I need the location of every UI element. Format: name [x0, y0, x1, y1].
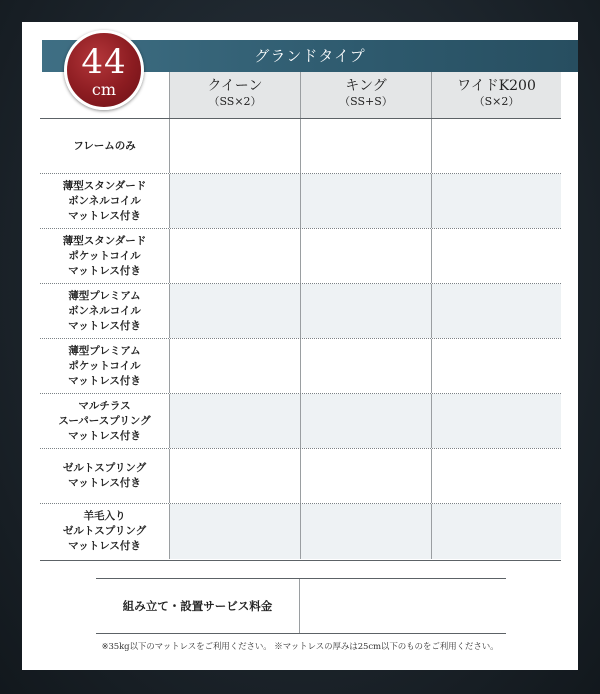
column-header-sub: （SS+S）: [339, 95, 393, 108]
price-cell: [431, 119, 561, 173]
service-fee-table: [96, 578, 506, 634]
table-row: [40, 394, 561, 449]
table-row: [40, 174, 561, 229]
price-cell: [431, 449, 561, 503]
price-cell: [169, 174, 300, 228]
column-header-sub: （S×2）: [473, 95, 520, 108]
price-cell: [169, 449, 300, 503]
column-header-king: [300, 72, 431, 118]
price-cell: [300, 449, 431, 503]
price-cell: [431, 339, 561, 393]
price-cell: [169, 119, 300, 173]
price-cell: [169, 504, 300, 559]
price-cell: [300, 119, 431, 173]
service-fee-cell: [299, 579, 506, 633]
price-cell: [169, 229, 300, 283]
price-cell: [300, 339, 431, 393]
column-header-queen: [169, 72, 300, 118]
row-label: 薄型プレミアム ボンネルコイル マットレス付き: [68, 289, 141, 332]
price-cell: [431, 504, 561, 559]
price-cell: [431, 284, 561, 338]
row-label: マルチラス スーパースプリング マットレス付き: [58, 399, 151, 442]
badge-unit: cm: [91, 80, 117, 99]
service-fee-label: 組み立て・設置サービス料金: [122, 599, 273, 613]
table-row: [40, 284, 561, 339]
table-row: [40, 339, 561, 394]
column-header-wide-k200: [431, 72, 561, 118]
price-cell: [431, 229, 561, 283]
column-header-main: クイーン: [207, 78, 263, 94]
banner-title: グランドタイプ: [254, 47, 366, 65]
price-cell: [169, 339, 300, 393]
price-table-panel: [22, 22, 578, 670]
table-row: [40, 229, 561, 284]
row-label: 薄型スタンダード ポケットコイル マットレス付き: [62, 234, 147, 277]
row-label: フレームのみ: [73, 139, 136, 152]
price-cell: [300, 229, 431, 283]
table-row: [40, 119, 561, 174]
price-cell: [300, 174, 431, 228]
grid-bottom-rule: [40, 560, 561, 561]
price-cell: [300, 394, 431, 448]
row-label: 羊毛入り ゼルトスプリング マットレス付き: [62, 510, 147, 552]
row-label: 薄型スタンダード ボンネルコイル マットレス付き: [62, 179, 147, 222]
row-label: 薄型プレミアム ポケットコイル マットレス付き: [68, 344, 141, 387]
price-cell: [300, 284, 431, 338]
price-cell: [169, 394, 300, 448]
row-label: ゼルトスプリング マットレス付き: [62, 462, 147, 489]
table-row: [40, 449, 561, 504]
column-header-row: [40, 72, 561, 118]
price-cell: [431, 394, 561, 448]
footnote: ※35kg以下のマットレスをご利用ください。 ※マットレスの厚みは25cm以下のものをご利用ください。: [101, 642, 499, 652]
table-row: [40, 504, 561, 559]
badge-number: 44: [81, 42, 127, 82]
price-cell: [169, 284, 300, 338]
price-cell: [431, 174, 561, 228]
column-header-main: ワイドK200: [457, 78, 536, 94]
column-header-main: キング: [345, 78, 387, 94]
column-header-sub: （SS×2）: [208, 95, 262, 108]
price-cell: [300, 504, 431, 559]
